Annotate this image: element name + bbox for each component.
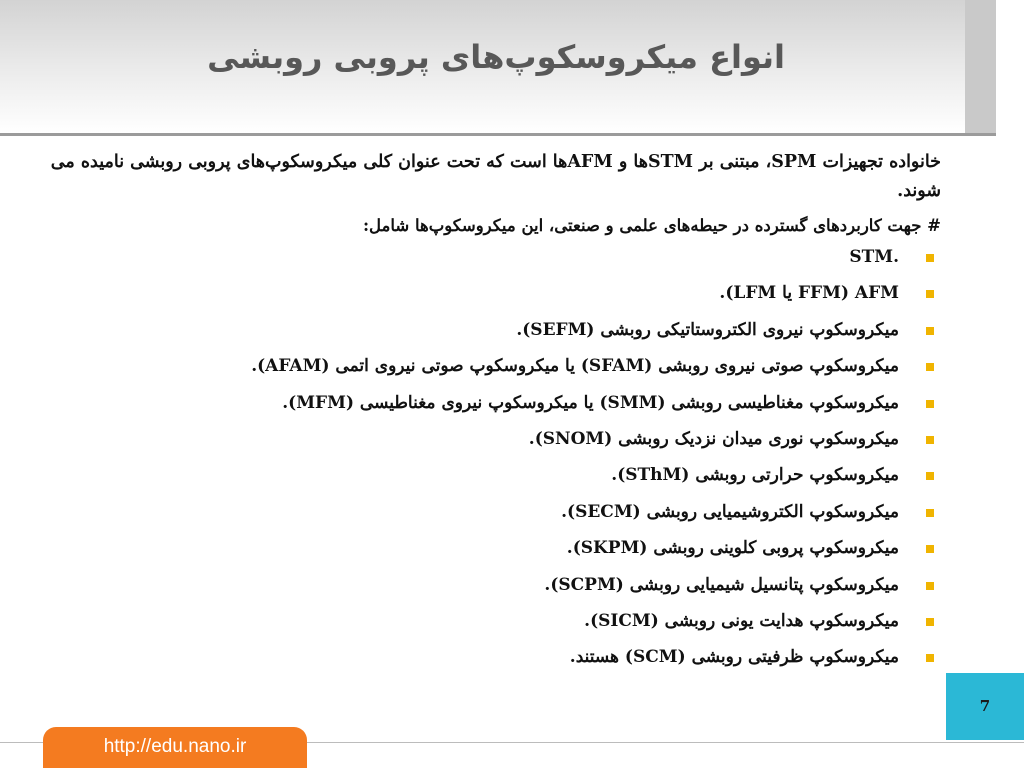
list-item-text: STM. bbox=[849, 247, 899, 267]
list-item bbox=[26, 570, 941, 606]
list-item-text: میکروسکوپ صوتی نیروی روبشی (SFAM) یا میکروسکوپ صوتی نیروی اتمی (AFAM). bbox=[251, 356, 899, 377]
list-item bbox=[26, 642, 941, 678]
square-bullet-icon bbox=[926, 290, 934, 298]
slide-title: انواع میکروسکوپ‌های پروبی روبشی bbox=[207, 38, 785, 76]
list-item bbox=[26, 424, 941, 460]
list-item bbox=[26, 533, 941, 569]
square-bullet-icon bbox=[926, 654, 934, 662]
slide-body bbox=[26, 148, 941, 679]
square-bullet-icon bbox=[926, 472, 934, 480]
microscope-list bbox=[26, 242, 941, 679]
list-item-text: میکروسکوپ پروبی کلوینی روبشی (SKPM). bbox=[566, 538, 899, 559]
square-bullet-icon bbox=[926, 254, 934, 262]
list-item-text: میکروسکوپ الکتروشیمیایی روبشی (SECM). bbox=[561, 501, 899, 522]
list-item-text: میکروسکوپ پتانسیل شیمیایی روبشی (SCPM). bbox=[544, 574, 899, 595]
square-bullet-icon bbox=[926, 327, 934, 335]
list-item-text: AFM (FFM یا LFM). bbox=[719, 283, 899, 304]
page-number: 7 bbox=[979, 697, 991, 715]
list-item-text: میکروسکوپ ظرفیتی روبشی (SCM) هستند. bbox=[569, 647, 899, 668]
list-item bbox=[26, 315, 941, 351]
square-bullet-icon bbox=[926, 545, 934, 553]
title-side-edge bbox=[996, 0, 1024, 133]
title-side-strip bbox=[965, 0, 996, 133]
footer-tab bbox=[43, 727, 307, 768]
square-bullet-icon bbox=[926, 618, 934, 626]
list-item bbox=[26, 242, 941, 278]
list-item-text: میکروسکوپ حرارتی روبشی (SThM). bbox=[611, 465, 899, 486]
square-bullet-icon bbox=[926, 582, 934, 590]
square-bullet-icon bbox=[926, 509, 934, 517]
list-item-text: میکروسکوپ نوری میدان نزدیک روبشی (SNOM). bbox=[528, 428, 899, 449]
list-item bbox=[26, 497, 941, 533]
list-item bbox=[26, 278, 941, 314]
square-bullet-icon bbox=[926, 400, 934, 408]
footer-url-link[interactable]: http://edu.nano.ir bbox=[103, 736, 247, 757]
title-divider bbox=[0, 133, 996, 136]
list-item-text: میکروسکوپ هدایت یونی روبشی (SICM). bbox=[584, 610, 899, 631]
list-item bbox=[26, 388, 941, 424]
list-item bbox=[26, 351, 941, 387]
square-bullet-icon bbox=[926, 436, 934, 444]
intro-paragraph: خانواده تجهیزات SPM، مبتنی بر STMها و AFMها است که تحت عنوان کلی میکروسکوپ‌های پروبی روبشی نامیده می شوند. bbox=[50, 152, 941, 201]
list-heading: # جهت کاربردهای گسترده در حیطه‌های علمی و صنعتی، این میکروسکوپ‌ها شامل: bbox=[362, 216, 941, 235]
list-item-text: میکروسکوپ مغناطیسی روبشی (SMM) یا میکروسکوپ نیروی مغناطیسی (MFM). bbox=[282, 392, 899, 413]
square-bullet-icon bbox=[926, 363, 934, 371]
list-item-text: میکروسکوپ نیروی الکتروستاتیکی روبشی (SEFM). bbox=[516, 319, 899, 340]
list-item bbox=[26, 606, 941, 642]
page-number-badge bbox=[946, 673, 1024, 740]
list-item bbox=[26, 460, 941, 496]
